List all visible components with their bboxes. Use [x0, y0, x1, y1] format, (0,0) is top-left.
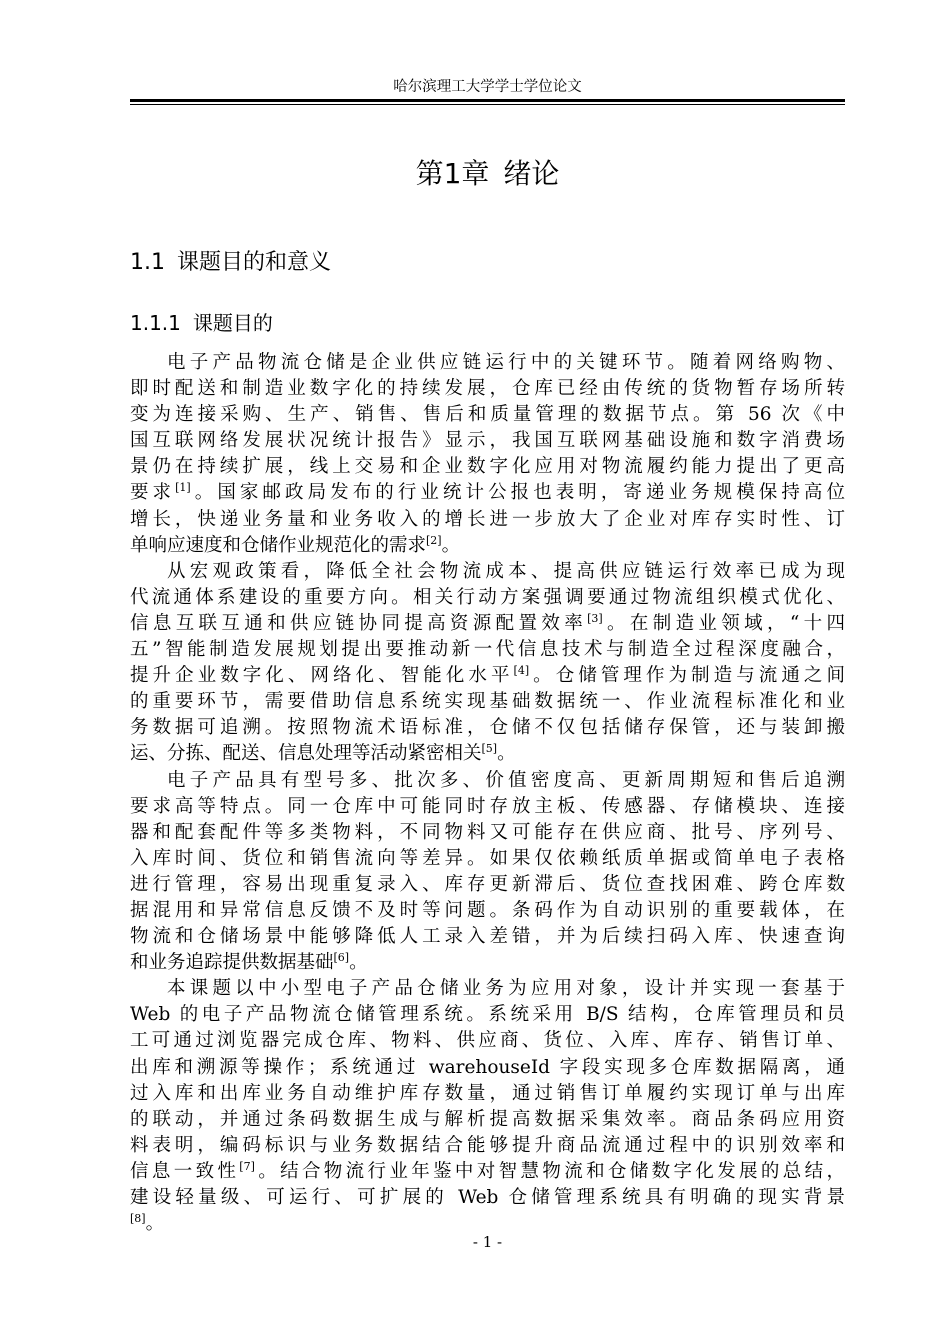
text-line — [130, 611, 845, 637]
subsection-number: 1.1.1 — [130, 311, 181, 335]
paragraph — [130, 559, 845, 768]
text-segment: 。仓储管理作为制造与流通之间 — [529, 665, 845, 687]
text-line: 入库时间、货位和销售流向等差异。如果仅依赖纸质单据或简单电子表格 — [130, 847, 845, 869]
text-line: 的联动，并通过条码数据生成与解析提高数据采集效率。商品条码应用资 — [130, 1108, 845, 1130]
text-line: 出库和溯源等操作；系统通过 warehouseId 字段实现多仓库数据隔离，通 — [130, 1056, 845, 1078]
text-line: 的重要环节，需要借助信息系统实现基础数据统一、作业流程标准化和业 — [130, 691, 845, 713]
text-line: 电子产品具有型号多、批次多、价值密度高、更新周期短和售后追溯 — [167, 769, 845, 791]
text-line: 电子产品物流仓储是企业供应链运行中的关键环节。随着网络购物、 — [167, 352, 845, 373]
text-line — [130, 533, 845, 559]
text-segment: 提升企业数字化、网络化、智能化水平 — [130, 665, 514, 687]
citation-ref: [7] — [239, 1159, 255, 1173]
paragraph — [130, 976, 845, 1237]
text-line: 工可通过浏览器完成仓库、物料、供应商、货位、入库、库存、销售订单、 — [130, 1030, 845, 1052]
text-segment: 要求 — [130, 482, 176, 504]
text-line: 建设轻量级、可运行、可扩展的 Web 仓储管理系统具有明确的现实背景 — [130, 1187, 845, 1208]
text-line: 景仍在持续扩展，线上交易和企业数字化应用对物流履约能力提出了更高 — [130, 456, 845, 478]
subsection-name: 课题目的 — [192, 311, 273, 335]
text-segment: 。 — [497, 743, 516, 765]
text-segment: 。国家邮政局发布的行业统计公报也表明，寄递业务规模保持高位 — [190, 482, 845, 504]
chapter-name: 绪论 — [503, 157, 560, 190]
text-line: 进行管理，容易出现重复录入、库存更新滞后、货位查找困难、跨仓库数 — [130, 873, 845, 895]
text-line: 代流通体系建设的重要方向。相关行动方案强调要通过物流组织模式优化、 — [130, 586, 845, 608]
text-line — [130, 663, 845, 689]
text-line: 本课题以中小型电子产品仓储业务为应用对象，设计并实现一套基于 — [167, 978, 845, 1000]
text-line — [130, 1159, 845, 1185]
citation-ref: [8] — [130, 1212, 146, 1226]
text-line — [130, 950, 845, 976]
text-segment: 单响应速度和仓储作业规范化的需求 — [130, 534, 427, 556]
paragraph — [130, 350, 845, 559]
section-heading — [130, 248, 331, 278]
text-segment: 和业务追踪提供数据基础 — [130, 952, 334, 974]
text-segment: 。 — [349, 952, 368, 974]
text-line: 要求高等特点。同一仓库中可能同时存放主板、传感器、存储模块、连接 — [130, 795, 845, 817]
section-number: 1.1 — [130, 250, 165, 275]
text-line: 五”智能制造发展规划提出要推动新一代信息技术与制造全过程深度融合， — [130, 639, 845, 661]
text-segment: 。结合物流行业年鉴中对智慧物流和仓储数字化发展的总结， — [254, 1160, 845, 1182]
text-line: 过入库和出库业务自动维护库存数量，通过销售订单履约实现订单与出库 — [130, 1082, 845, 1104]
text-segment: 。 — [441, 534, 461, 556]
citation-ref: [1] — [175, 481, 191, 495]
body-text — [130, 350, 845, 1237]
text-segment: 信息一致性 — [130, 1160, 240, 1182]
text-line: 务数据可追溯。按照物流术语标准，仓储不仅包括储存保管，还与装卸搬 — [130, 717, 845, 739]
text-segment: 。 — [145, 1213, 165, 1235]
citation-ref: [5] — [481, 742, 498, 756]
running-header: 哈尔滨理工大学学士学位论文 — [393, 79, 582, 95]
text-line: 物流和仓储场景中能够降低人工录入差错，并为后续扫码入库、快速查询 — [130, 926, 845, 948]
text-line: 增长，快递业务量和业务收入的增长进一步放大了企业对库存实时性、订 — [130, 508, 845, 530]
chapter-title — [130, 156, 845, 192]
text-line: 国互联网络发展状况统计报告》显示，我国互联网基础设施和数字消费场 — [130, 430, 845, 452]
text-line: 变为连接采购、生产、销售、售后和质量管理的数据节点。第 56 次《中 — [130, 404, 845, 426]
text-segment: 运、分拣、配送、信息处理等活动紧密相关 — [130, 743, 482, 765]
text-line — [130, 480, 845, 506]
citation-ref: [3] — [587, 611, 603, 625]
header-rule-thick — [130, 99, 845, 102]
section-name: 课题目的和意义 — [177, 250, 332, 275]
header-rule-thin — [130, 104, 845, 105]
citation-ref: [2] — [426, 533, 442, 547]
paragraph — [130, 768, 845, 977]
text-line: 器和配套配件等多类物料，不同物料又可能存在供应商、批号、序列号、 — [130, 821, 845, 843]
chapter-number: 第1章 — [415, 157, 490, 190]
text-line: 从宏观政策看，降低全社会物流成本、提高供应链运行效率已成为现 — [167, 560, 845, 582]
text-line: 即时配送和制造业数字化的持续发展，仓库已经由传统的货物暂存场所转 — [130, 378, 845, 400]
text-line: 料表明，编码标识与业务数据结合能够提升商品流通过程中的识别效率和 — [130, 1134, 845, 1156]
text-line: 据混用和异常信息反馈不及时等问题。条码作为自动识别的重要载体，在 — [130, 899, 845, 921]
page-number: - 1 - — [472, 1233, 503, 1251]
text-segment: 信息互联互通和供应链协同提高资源配置效率 — [130, 612, 588, 634]
subsection-heading — [130, 309, 273, 337]
citation-ref: [6] — [333, 951, 350, 965]
text-line — [130, 741, 845, 767]
citation-ref: [4] — [513, 664, 530, 678]
text-line: Web 的电子产品物流仓储管理系统。系统采用 B/S 结构，仓库管理员和员 — [130, 1004, 845, 1026]
text-segment: 。在制造业领域，“十四 — [602, 612, 845, 634]
